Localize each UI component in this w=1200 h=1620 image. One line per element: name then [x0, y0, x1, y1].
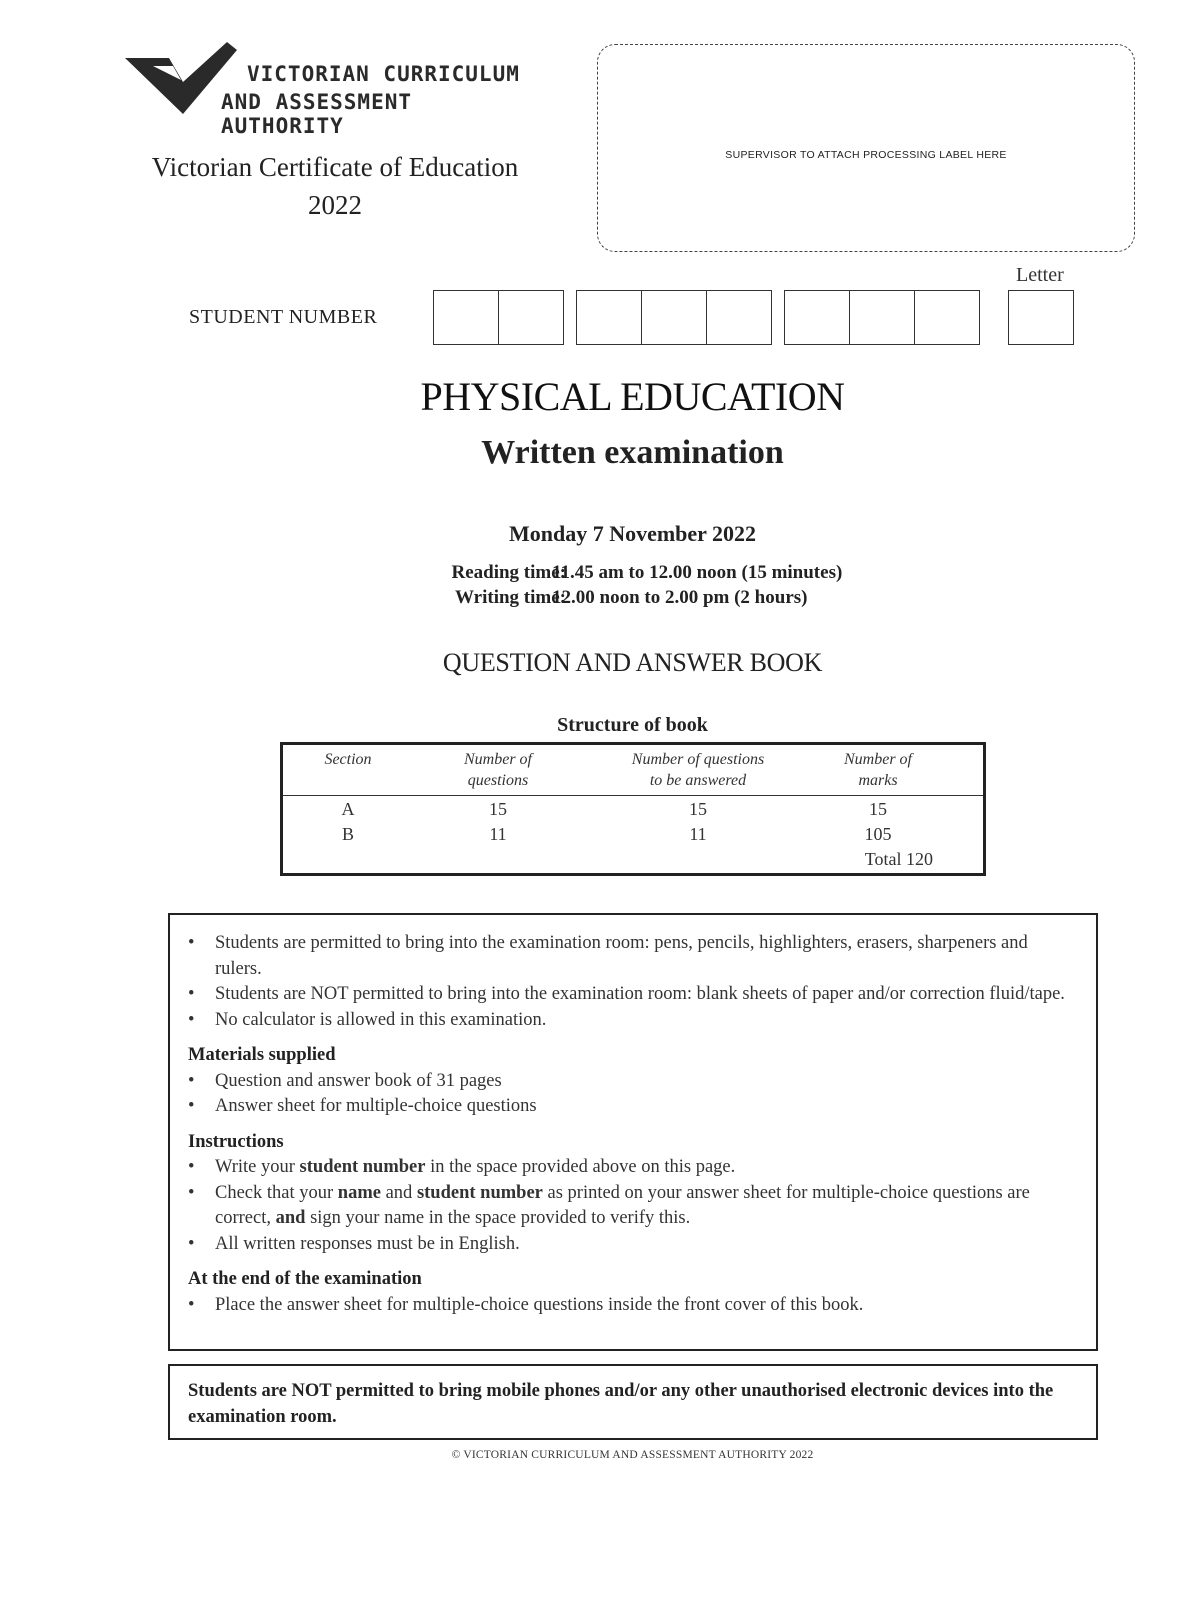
- end-heading: At the end of the examination: [188, 1269, 422, 1289]
- table-cell: 15: [489, 799, 507, 819]
- list-item: • All written responses must be in English.: [188, 1232, 1076, 1258]
- copyright-notice: © VICTORIAN CURRICULUM AND ASSESSMENT AUTHORITY 2022: [451, 1449, 814, 1461]
- student-number-digit-box[interactable]: [914, 290, 980, 345]
- book-title: QUESTION AND ANSWER BOOK: [442, 648, 823, 677]
- processing-label-area: [597, 44, 1135, 252]
- list-item: • Check that your name and student number as printed on your answer sheet for multiple-choice questions are correct, and sign your name in the space provided to verify this.: [188, 1181, 1076, 1232]
- reading-time-value: 11.45 am to 12.00 noon (15 minutes): [552, 562, 843, 583]
- subject-title: PHYSICAL EDUCATION: [420, 374, 845, 419]
- list-item: • Write your student number in the space provided above on this page.: [188, 1155, 1076, 1181]
- student-letter-box[interactable]: [1008, 290, 1074, 345]
- student-number-digit-box[interactable]: [433, 290, 499, 345]
- table-cell: 11: [689, 824, 707, 844]
- certificate-title: [100, 148, 570, 224]
- materials-heading: Materials supplied: [188, 1045, 336, 1065]
- reading-time-label: Reading time:: [451, 562, 566, 583]
- org-name-line2: AND ASSESSMENT AUTHORITY: [221, 90, 413, 138]
- table-cell: A: [341, 799, 355, 819]
- processing-label-text: SUPERVISOR TO ATTACH PROCESSING LABEL HERE: [725, 149, 1007, 161]
- table-cell: 105: [864, 824, 892, 844]
- student-number-digit-box[interactable]: [641, 290, 707, 345]
- table-header-questions: Number of questions: [464, 751, 532, 789]
- student-number-digit-box[interactable]: [784, 290, 850, 345]
- list-item: • Students are NOT permitted to bring into the examination room: blank sheets of paper and/or correction fluid/tape.: [188, 982, 1076, 1008]
- student-number-label: STUDENT NUMBER: [189, 306, 378, 328]
- instructions-heading: Instructions: [188, 1131, 284, 1152]
- student-number-digit-box[interactable]: [849, 290, 915, 345]
- writing-time-value: 12.00 noon to 2.00 pm (2 hours): [552, 587, 808, 608]
- letter-label: Letter: [1016, 264, 1064, 286]
- mobile-phone-warning: Students are NOT permitted to bring mobile phones and/or any other unauthorised electronic devices into the examination room.: [168, 1364, 1098, 1440]
- table-total: Total 120: [864, 849, 933, 869]
- table-cell: 15: [869, 799, 887, 819]
- exam-date: Monday 7 November 2022: [508, 521, 757, 546]
- list-item: • Students are permitted to bring into the examination room: pens, pencils, highlighters, erasers, sharpeners and rulers.: [188, 931, 1076, 982]
- list-item: • Place the answer sheet for multiple-choice questions inside the front cover of this book.: [188, 1293, 1076, 1319]
- table-header-rule: [283, 795, 983, 796]
- table-cell: B: [341, 824, 354, 844]
- student-number-digit-box[interactable]: [498, 290, 564, 345]
- vcaa-logo: [125, 42, 545, 138]
- list-item: • Answer sheet for multiple-choice questions: [188, 1094, 1076, 1120]
- structure-title: Structure of book: [557, 714, 708, 736]
- table-cell: 11: [489, 824, 507, 844]
- org-name-line1: VICTORIAN CURRICULUM: [247, 62, 520, 86]
- list-item: • Question and answer book of 31 pages: [188, 1069, 1076, 1095]
- certificate-name: Victorian Certificate of Education: [151, 152, 519, 182]
- student-number-digit-box[interactable]: [706, 290, 772, 345]
- student-number-digit-box[interactable]: [576, 290, 642, 345]
- list-item: • No calculator is allowed in this examination.: [188, 1008, 1076, 1034]
- table-header-marks: Number of marks: [844, 751, 912, 789]
- exam-subtitle: Written examination: [481, 434, 784, 471]
- table-header-section: Section: [324, 751, 372, 768]
- certificate-year: 2022: [308, 190, 362, 220]
- table-cell: 15: [689, 799, 707, 819]
- table-header-to-answer: Number of questions to be answered: [631, 751, 765, 789]
- instructions-box: [168, 913, 1098, 1351]
- structure-table: [280, 742, 986, 876]
- writing-time-label: Writing time:: [455, 587, 566, 608]
